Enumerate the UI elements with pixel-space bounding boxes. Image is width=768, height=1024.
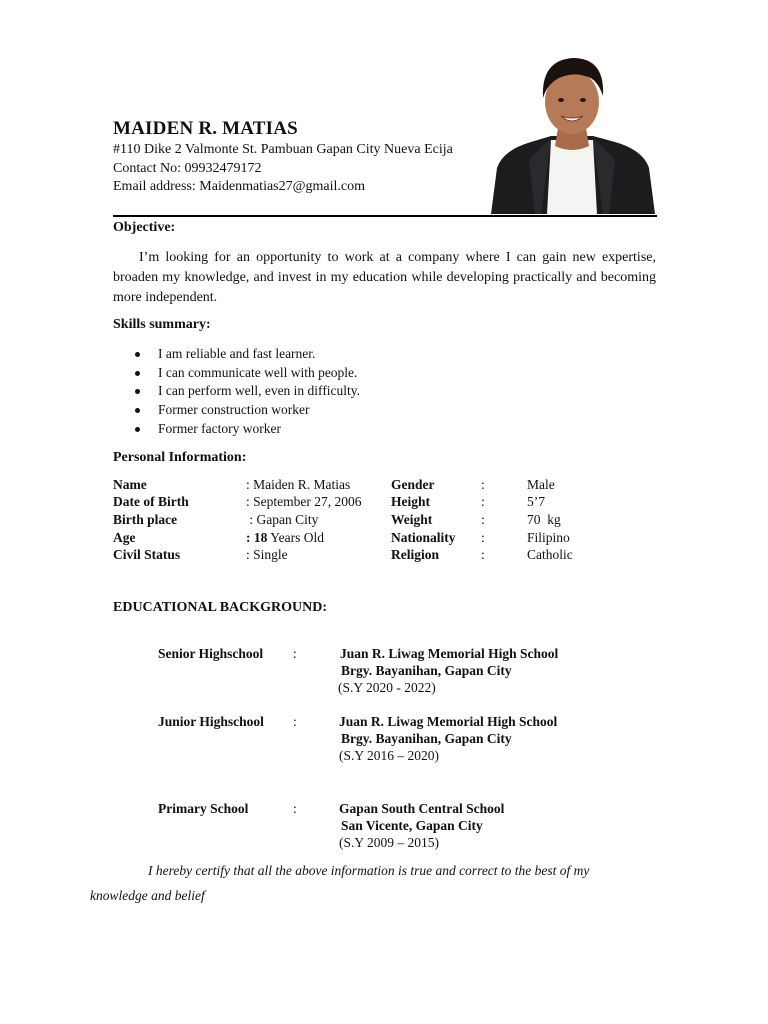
list-item: I am reliable and fast learner. xyxy=(135,345,360,364)
address: #110 Dike 2 Valmonte St. Pambuan Gapan City Nueva Ecija xyxy=(113,142,453,157)
field-label: Name xyxy=(113,477,147,492)
field-value: 70 kg xyxy=(527,512,561,527)
field-separator: : xyxy=(293,714,297,729)
field-label: Age xyxy=(113,530,136,545)
field-value: : Gapan City xyxy=(246,512,319,527)
field-value: Catholic xyxy=(527,547,573,562)
age-number: : 18 xyxy=(246,530,268,545)
objective-heading: Objective: xyxy=(113,220,176,235)
school-years: (S.Y 2009 – 2015) xyxy=(339,835,439,850)
field-separator: : xyxy=(481,477,485,492)
field-separator: : xyxy=(293,801,297,816)
field-label: Birth place xyxy=(113,512,178,527)
school-name: Juan R. Liwag Memorial High School xyxy=(340,646,559,661)
field-label: Civil Status xyxy=(113,547,181,562)
personal-info-heading: Personal Information: xyxy=(113,450,247,465)
education-level: Primary School xyxy=(158,801,249,816)
list-item: I can communicate well with people. xyxy=(135,364,360,383)
table-row xyxy=(0,530,768,548)
field-separator: : xyxy=(293,646,297,661)
email-address: Email address: Maidenmatias27@gmail.com xyxy=(113,179,365,194)
objective-text: I’m looking for an opportunity to work at a company where I can gain new expertise, broaden my knowledge, and invest in my education while developing practically and becoming more independent. xyxy=(113,250,656,305)
age-unit: Years Old xyxy=(267,530,325,545)
school-location: Brgy. Bayanihan, Gapan City xyxy=(341,663,512,678)
education-heading: EDUCATIONAL BACKGROUND: xyxy=(113,600,328,615)
table-row xyxy=(0,547,768,565)
field-label: Gender xyxy=(391,477,435,492)
field-value: : Maiden R. Matias xyxy=(246,477,351,492)
school-years: (S.Y 2020 - 2022) xyxy=(338,680,436,695)
school-name: Gapan South Central School xyxy=(339,801,505,816)
field-label: Date of Birth xyxy=(113,494,189,509)
school-name: Juan R. Liwag Memorial High School xyxy=(339,714,558,729)
skills-list xyxy=(135,345,360,438)
profile-photo-icon xyxy=(489,50,655,214)
table-row xyxy=(0,494,768,512)
contact-number: Contact No: 09932479172 xyxy=(113,161,262,176)
field-separator: : xyxy=(481,512,485,527)
field-separator: : xyxy=(481,530,485,545)
table-row xyxy=(0,512,768,530)
field-label: Height xyxy=(391,494,430,509)
list-item: Former factory worker xyxy=(135,420,360,439)
school-location: Brgy. Bayanihan, Gapan City xyxy=(341,731,512,746)
field-value: Male xyxy=(527,477,555,492)
school-years: (S.Y 2016 – 2020) xyxy=(339,748,439,763)
field-value: 5’7 xyxy=(527,494,545,509)
certification-line-1: I hereby certify that all the above information is true and correct to the best of my xyxy=(148,863,590,878)
field-value: Filipino xyxy=(527,530,570,545)
field-label: Nationality xyxy=(391,530,456,545)
applicant-name: MAIDEN R. MATIAS xyxy=(113,118,298,139)
list-item: Former construction worker xyxy=(135,401,360,420)
profile-photo xyxy=(489,50,655,214)
field-separator: : xyxy=(481,494,485,509)
school-location: San Vicente, Gapan City xyxy=(341,818,483,833)
table-row xyxy=(0,477,768,495)
field-label: Weight xyxy=(391,512,433,527)
list-item: I can perform well, even in difficulty. xyxy=(135,382,360,401)
field-value: : Single xyxy=(246,547,288,562)
certification-line-2: knowledge and belief xyxy=(90,888,205,903)
field-separator: : xyxy=(481,547,485,562)
field-label: Religion xyxy=(391,547,440,562)
header-divider xyxy=(113,215,657,217)
field-value: : September 27, 2006 xyxy=(246,494,362,509)
education-level: Senior Highschool xyxy=(158,646,264,661)
skills-heading: Skills summary: xyxy=(113,317,211,332)
education-level: Junior Highschool xyxy=(158,714,264,729)
field-value xyxy=(246,530,324,546)
